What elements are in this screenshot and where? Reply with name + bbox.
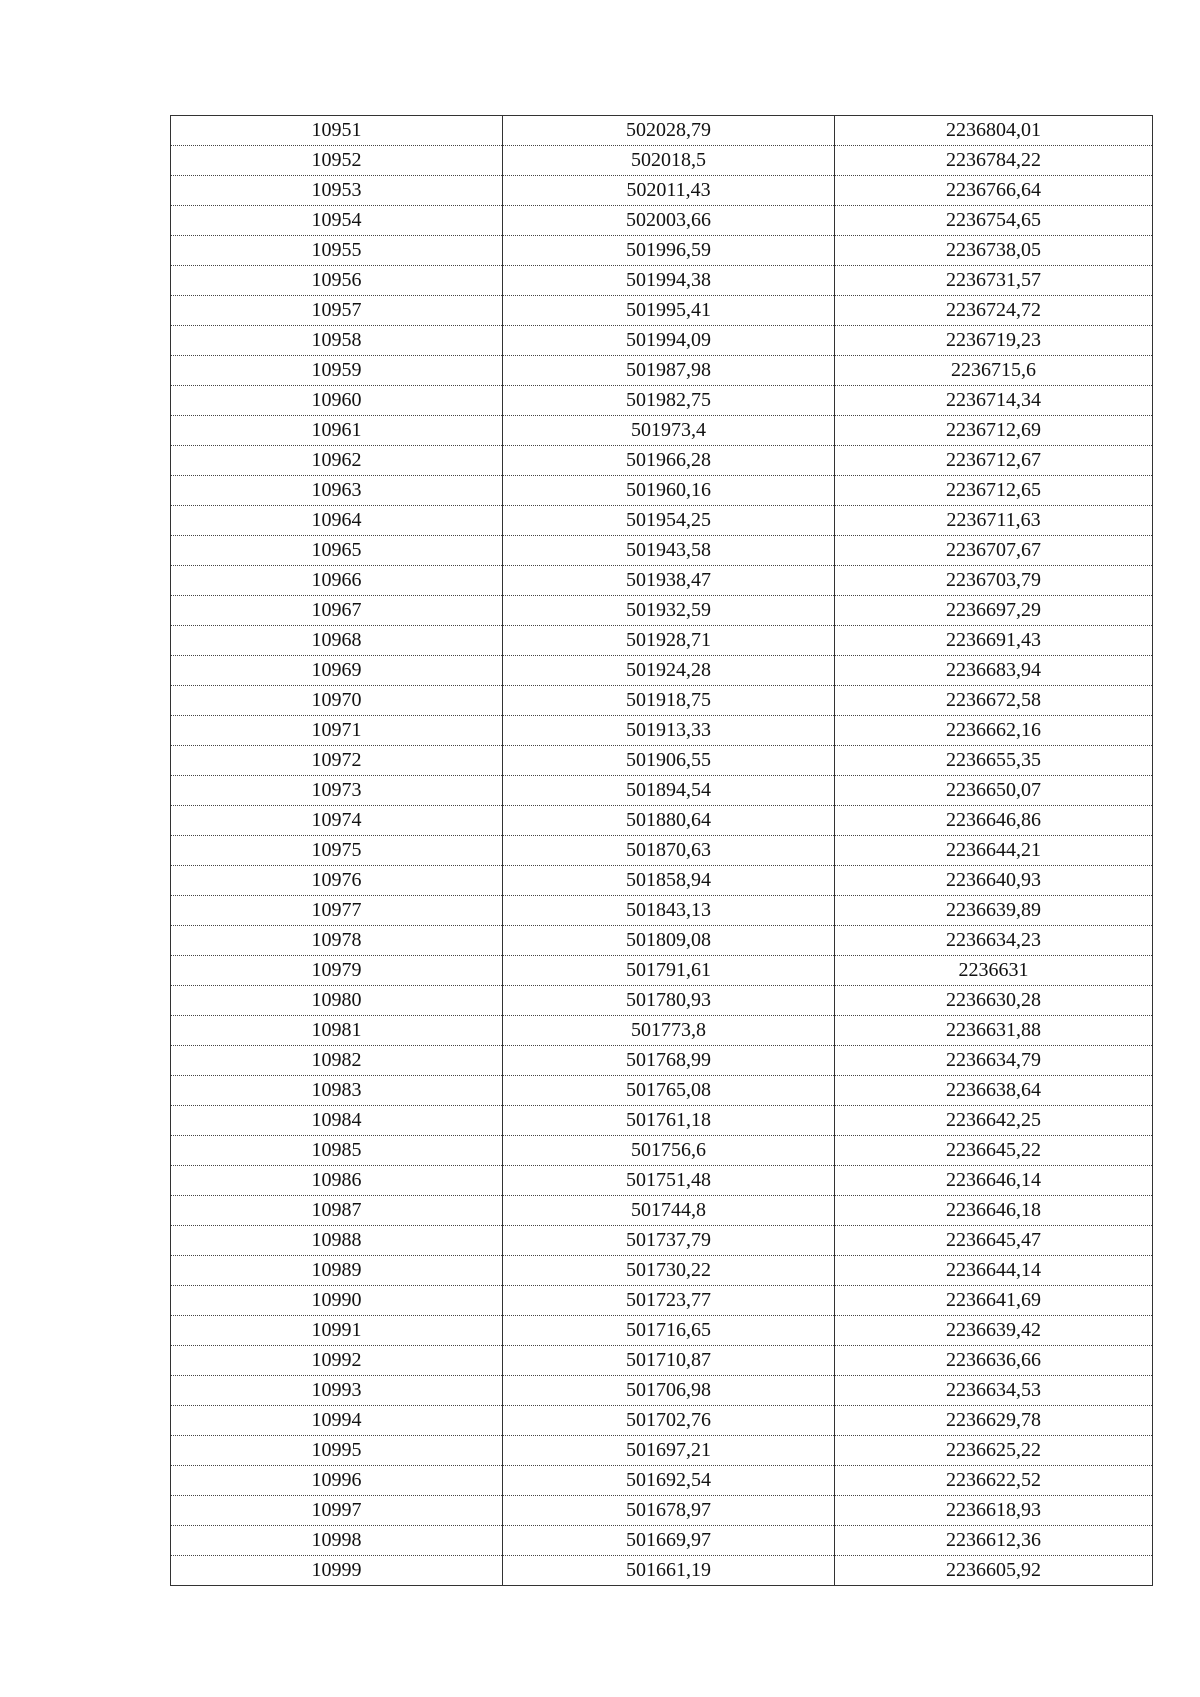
point-number-cell: 10960 [171,386,503,416]
y-coordinate-cell: 2236636,66 [835,1346,1153,1376]
table-row [171,1196,1153,1226]
table-row [171,656,1153,686]
table-row [171,176,1153,206]
table-row [171,1286,1153,1316]
x-coordinate-cell: 501697,21 [503,1436,835,1466]
x-coordinate-cell: 502003,66 [503,206,835,236]
table-row [171,806,1153,836]
y-coordinate-cell: 2236691,43 [835,626,1153,656]
point-number-cell: 10995 [171,1436,503,1466]
table-row [171,1166,1153,1196]
y-coordinate-cell: 2236645,22 [835,1136,1153,1166]
x-coordinate-cell: 501765,08 [503,1076,835,1106]
table-row [171,1016,1153,1046]
y-coordinate-cell: 2236644,21 [835,836,1153,866]
table-row [171,476,1153,506]
coordinates-table [170,115,1153,1586]
x-coordinate-cell: 501943,58 [503,536,835,566]
x-coordinate-cell: 501678,97 [503,1496,835,1526]
table-row [171,266,1153,296]
x-coordinate-cell: 501702,76 [503,1406,835,1436]
x-coordinate-cell: 501932,59 [503,596,835,626]
x-coordinate-cell: 501780,93 [503,986,835,1016]
y-coordinate-cell: 2236784,22 [835,146,1153,176]
y-coordinate-cell: 2236655,35 [835,746,1153,776]
point-number-cell: 10991 [171,1316,503,1346]
y-coordinate-cell: 2236712,67 [835,446,1153,476]
table-row [171,1136,1153,1166]
x-coordinate-cell: 501913,33 [503,716,835,746]
y-coordinate-cell: 2236631 [835,956,1153,986]
y-coordinate-cell: 2236731,57 [835,266,1153,296]
x-coordinate-cell: 501723,77 [503,1286,835,1316]
point-number-cell: 10971 [171,716,503,746]
x-coordinate-cell: 501791,61 [503,956,835,986]
point-number-cell: 10996 [171,1466,503,1496]
table-row [171,356,1153,386]
point-number-cell: 10958 [171,326,503,356]
y-coordinate-cell: 2236662,16 [835,716,1153,746]
table-row [171,866,1153,896]
x-coordinate-cell: 501924,28 [503,656,835,686]
point-number-cell: 10987 [171,1196,503,1226]
point-number-cell: 10983 [171,1076,503,1106]
y-coordinate-cell: 2236766,64 [835,176,1153,206]
y-coordinate-cell: 2236630,28 [835,986,1153,1016]
table-row [171,326,1153,356]
point-number-cell: 10956 [171,266,503,296]
x-coordinate-cell: 502028,79 [503,116,835,146]
x-coordinate-cell: 501744,8 [503,1196,835,1226]
point-number-cell: 10979 [171,956,503,986]
y-coordinate-cell: 2236605,92 [835,1556,1153,1586]
x-coordinate-cell: 501768,99 [503,1046,835,1076]
point-number-cell: 10982 [171,1046,503,1076]
point-number-cell: 10962 [171,446,503,476]
table-row [171,1256,1153,1286]
table-row [171,416,1153,446]
table-row [171,1496,1153,1526]
table-row [171,986,1153,1016]
table-row [171,686,1153,716]
x-coordinate-cell: 501982,75 [503,386,835,416]
x-coordinate-cell: 502018,5 [503,146,835,176]
y-coordinate-cell: 2236719,23 [835,326,1153,356]
x-coordinate-cell: 501966,28 [503,446,835,476]
y-coordinate-cell: 2236641,69 [835,1286,1153,1316]
table-row [171,386,1153,416]
point-number-cell: 10975 [171,836,503,866]
table-row [171,626,1153,656]
x-coordinate-cell: 502011,43 [503,176,835,206]
x-coordinate-cell: 501960,16 [503,476,835,506]
table-row [171,536,1153,566]
point-number-cell: 10978 [171,926,503,956]
y-coordinate-cell: 2236724,72 [835,296,1153,326]
x-coordinate-cell: 501994,38 [503,266,835,296]
x-coordinate-cell: 501809,08 [503,926,835,956]
table-row [171,236,1153,266]
point-number-cell: 10984 [171,1106,503,1136]
x-coordinate-cell: 501996,59 [503,236,835,266]
point-number-cell: 10965 [171,536,503,566]
y-coordinate-cell: 2236672,58 [835,686,1153,716]
x-coordinate-cell: 501973,4 [503,416,835,446]
table-row [171,596,1153,626]
point-number-cell: 10972 [171,746,503,776]
point-number-cell: 10977 [171,896,503,926]
coordinates-table-body [171,116,1153,1586]
y-coordinate-cell: 2236712,69 [835,416,1153,446]
point-number-cell: 10993 [171,1376,503,1406]
point-number-cell: 10961 [171,416,503,446]
y-coordinate-cell: 2236714,34 [835,386,1153,416]
y-coordinate-cell: 2236622,52 [835,1466,1153,1496]
y-coordinate-cell: 2236711,63 [835,506,1153,536]
table-row [171,506,1153,536]
x-coordinate-cell: 501987,98 [503,356,835,386]
y-coordinate-cell: 2236634,79 [835,1046,1153,1076]
y-coordinate-cell: 2236707,67 [835,536,1153,566]
y-coordinate-cell: 2236683,94 [835,656,1153,686]
point-number-cell: 10964 [171,506,503,536]
y-coordinate-cell: 2236715,6 [835,356,1153,386]
x-coordinate-cell: 501894,54 [503,776,835,806]
x-coordinate-cell: 501906,55 [503,746,835,776]
y-coordinate-cell: 2236618,93 [835,1496,1153,1526]
table-row [171,1526,1153,1556]
point-number-cell: 10998 [171,1526,503,1556]
point-number-cell: 10976 [171,866,503,896]
table-row [171,1316,1153,1346]
x-coordinate-cell: 501870,63 [503,836,835,866]
x-coordinate-cell: 501661,19 [503,1556,835,1586]
y-coordinate-cell: 2236645,47 [835,1226,1153,1256]
x-coordinate-cell: 501954,25 [503,506,835,536]
point-number-cell: 10992 [171,1346,503,1376]
table-row [171,566,1153,596]
table-row [171,746,1153,776]
x-coordinate-cell: 501928,71 [503,626,835,656]
table-row [171,1076,1153,1106]
point-number-cell: 10966 [171,566,503,596]
point-number-cell: 10969 [171,656,503,686]
table-row [171,116,1153,146]
x-coordinate-cell: 501737,79 [503,1226,835,1256]
point-number-cell: 10952 [171,146,503,176]
y-coordinate-cell: 2236712,65 [835,476,1153,506]
point-number-cell: 10994 [171,1406,503,1436]
table-row [171,1466,1153,1496]
point-number-cell: 10955 [171,236,503,266]
point-number-cell: 10959 [171,356,503,386]
x-coordinate-cell: 501858,94 [503,866,835,896]
y-coordinate-cell: 2236634,23 [835,926,1153,956]
table-row [171,896,1153,926]
y-coordinate-cell: 2236639,89 [835,896,1153,926]
table-row [171,1376,1153,1406]
x-coordinate-cell: 501706,98 [503,1376,835,1406]
point-number-cell: 10988 [171,1226,503,1256]
point-number-cell: 10986 [171,1166,503,1196]
table-row [171,1346,1153,1376]
y-coordinate-cell: 2236650,07 [835,776,1153,806]
x-coordinate-cell: 501938,47 [503,566,835,596]
table-row [171,776,1153,806]
point-number-cell: 10990 [171,1286,503,1316]
y-coordinate-cell: 2236646,14 [835,1166,1153,1196]
y-coordinate-cell: 2236629,78 [835,1406,1153,1436]
y-coordinate-cell: 2236703,79 [835,566,1153,596]
point-number-cell: 10999 [171,1556,503,1586]
x-coordinate-cell: 501751,48 [503,1166,835,1196]
table-row [171,1556,1153,1586]
x-coordinate-cell: 501669,97 [503,1526,835,1556]
table-row [171,1226,1153,1256]
point-number-cell: 10970 [171,686,503,716]
x-coordinate-cell: 501994,09 [503,326,835,356]
y-coordinate-cell: 2236697,29 [835,596,1153,626]
point-number-cell: 10967 [171,596,503,626]
point-number-cell: 10968 [171,626,503,656]
point-number-cell: 10974 [171,806,503,836]
point-number-cell: 10963 [171,476,503,506]
x-coordinate-cell: 501730,22 [503,1256,835,1286]
table-row [171,926,1153,956]
table-row [171,1436,1153,1466]
table-row [171,446,1153,476]
point-number-cell: 10997 [171,1496,503,1526]
x-coordinate-cell: 501843,13 [503,896,835,926]
table-row [171,296,1153,326]
y-coordinate-cell: 2236634,53 [835,1376,1153,1406]
y-coordinate-cell: 2236738,05 [835,236,1153,266]
y-coordinate-cell: 2236642,25 [835,1106,1153,1136]
table-row [171,1106,1153,1136]
x-coordinate-cell: 501995,41 [503,296,835,326]
point-number-cell: 10953 [171,176,503,206]
x-coordinate-cell: 501756,6 [503,1136,835,1166]
table-row [171,836,1153,866]
point-number-cell: 10985 [171,1136,503,1166]
y-coordinate-cell: 2236612,36 [835,1526,1153,1556]
point-number-cell: 10981 [171,1016,503,1046]
x-coordinate-cell: 501880,64 [503,806,835,836]
table-row [171,206,1153,236]
table-row [171,956,1153,986]
x-coordinate-cell: 501773,8 [503,1016,835,1046]
x-coordinate-cell: 501692,54 [503,1466,835,1496]
table-row [171,716,1153,746]
y-coordinate-cell: 2236646,18 [835,1196,1153,1226]
point-number-cell: 10980 [171,986,503,1016]
y-coordinate-cell: 2236640,93 [835,866,1153,896]
x-coordinate-cell: 501918,75 [503,686,835,716]
point-number-cell: 10989 [171,1256,503,1286]
table-row [171,146,1153,176]
point-number-cell: 10957 [171,296,503,326]
point-number-cell: 10954 [171,206,503,236]
y-coordinate-cell: 2236804,01 [835,116,1153,146]
y-coordinate-cell: 2236625,22 [835,1436,1153,1466]
x-coordinate-cell: 501710,87 [503,1346,835,1376]
y-coordinate-cell: 2236644,14 [835,1256,1153,1286]
x-coordinate-cell: 501761,18 [503,1106,835,1136]
x-coordinate-cell: 501716,65 [503,1316,835,1346]
point-number-cell: 10951 [171,116,503,146]
y-coordinate-cell: 2236631,88 [835,1016,1153,1046]
y-coordinate-cell: 2236646,86 [835,806,1153,836]
y-coordinate-cell: 2236754,65 [835,206,1153,236]
y-coordinate-cell: 2236639,42 [835,1316,1153,1346]
table-row [171,1046,1153,1076]
y-coordinate-cell: 2236638,64 [835,1076,1153,1106]
point-number-cell: 10973 [171,776,503,806]
table-row [171,1406,1153,1436]
